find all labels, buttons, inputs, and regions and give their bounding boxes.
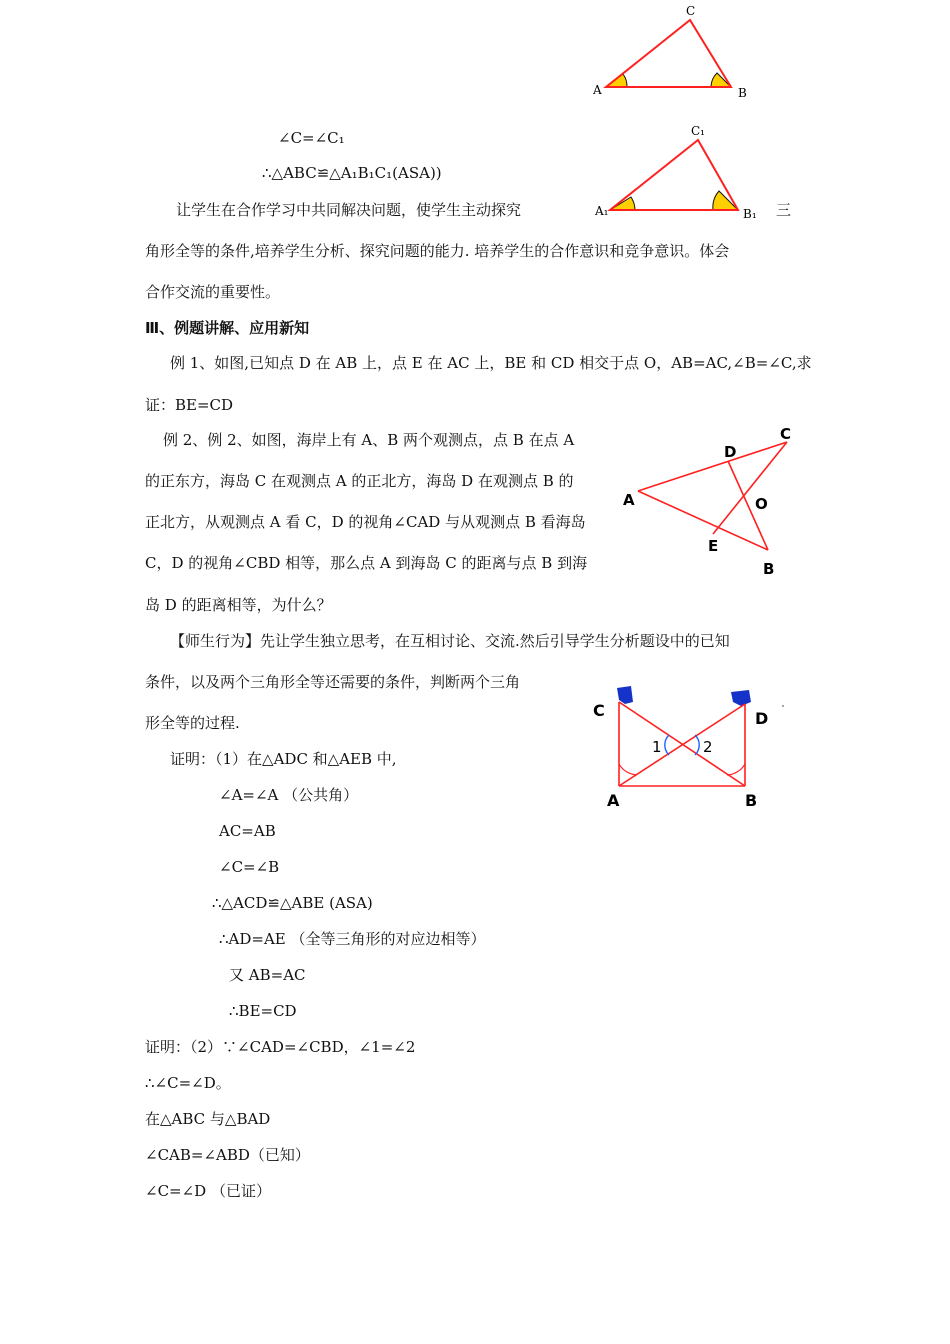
example-2-line-3: 正北方，从观测点 A 看 C，D 的视角∠CAD 与从观测点 B 看海岛 [145,513,586,531]
proof-2-line-3: 在△ABC 与△BAD [145,1110,271,1128]
label-d: D [755,709,769,728]
angle-1-arc [665,735,669,755]
triangle-abc-figure [585,0,760,105]
example-1-line-2: 证：BE=CD [145,396,234,414]
line-angle-c: ∠C=∠C₁ [278,129,345,147]
label-b1: B₁ [743,207,757,221]
proof-1-line-8: ∴BE=CD [229,1002,297,1020]
teacher-line-3: 形全等的过程. [145,714,240,732]
angle-b-mark [711,73,731,87]
proof-1-line-3: AC=AB [219,822,276,840]
label-c1: C₁ [691,124,705,138]
teacher-line-1: 【师生行为】先让学生独立思考，在互相讨论、交流.然后引导学生分析题设中的已知 [170,632,730,650]
triangle-a1b1c1-figure [585,120,775,225]
flag-c-icon [617,686,633,704]
label-d: D [724,443,737,461]
section-heading: Ⅲ、例题讲解、应用新知 [145,319,310,337]
angle-2-arc [695,735,699,755]
proof-1-line-5: ∴△ACD≌△ABE (ASA) [212,894,373,912]
label-e: E [708,537,719,555]
proof-1-line-4: ∠C=∠B [219,858,280,876]
proof-2-line-4: ∠CAB=∠ABD（已知） [145,1146,310,1164]
label-c: C [780,425,792,443]
proof-2-line-1: 证明：（2）∵∠CAD=∠CBD，∠1=∠2 [145,1038,416,1056]
line-congruence: ∴△ABC≌△A₁B₁C₁(ASA)) [262,164,442,182]
proof-1-line-6: ∴AD=AE （全等三角形的对应边相等） [219,930,486,948]
label-1: 1 [652,738,662,756]
example-2-line-1: 例 2、例 2、如图，海岸上有 A、B 两个观测点，点 B 在点 A [163,431,575,449]
proof-2-line-5: ∠C=∠D （已证） [145,1182,271,1200]
para-1a: 让学生在合作学习中共同解决问题，使学生主动探究 [176,201,522,219]
label-a: A [623,491,635,509]
angle-b1-mark [713,191,738,210]
proof-1-line-2: ∠A=∠A （公共角） [219,786,359,804]
label-o: O [755,495,768,513]
label-b: B [763,560,775,578]
example-2-line-2: 的正东方，海岛 C 在观测点 A 的正北方，海岛 D 在观测点 B 的 [145,472,574,490]
example-1-figure [615,415,815,585]
label-b: B [738,86,747,100]
label-a: A [607,791,620,810]
label-a: A [593,83,602,97]
example-2-line-4: C，D 的视角∠CBD 相等，那么点 A 到海岛 C 的距离与点 B 到海 [145,554,588,572]
proof-2-line-2: ∴∠C=∠D。 [145,1074,231,1092]
para-1c: 角形全等的条件,培养学生分析、探究问题的能力. 培养学生的合作意识和竞争意识。体会 [145,242,730,260]
example-2-figure [585,680,795,820]
para-1d: 合作交流的重要性。 [145,283,281,301]
proof-1-line-7: 又 AB=AC [229,966,306,984]
proof-1-line-1: 证明：（1）在△ADC 和△AEB 中, [170,750,397,768]
label-c: C [593,701,605,720]
label-a1: A₁ [595,204,609,218]
teacher-line-2: 条件，以及两个三角形全等还需要的条件，判断两个三角 [145,673,521,691]
label-b: B [745,791,758,810]
example-2-line-5: 岛 D 的距离相等，为什么？ [145,596,332,614]
label-c: C [686,4,696,18]
flag-d-icon [731,690,751,706]
para-1b: 三 [776,201,792,219]
label-2: 2 [703,738,713,756]
example-1-line-1: 例 1、如图,已知点 D 在 AB 上，点 E 在 AC 上，BE 和 CD 相交于点 O，AB=AC,∠B=∠C,求 [170,354,812,372]
